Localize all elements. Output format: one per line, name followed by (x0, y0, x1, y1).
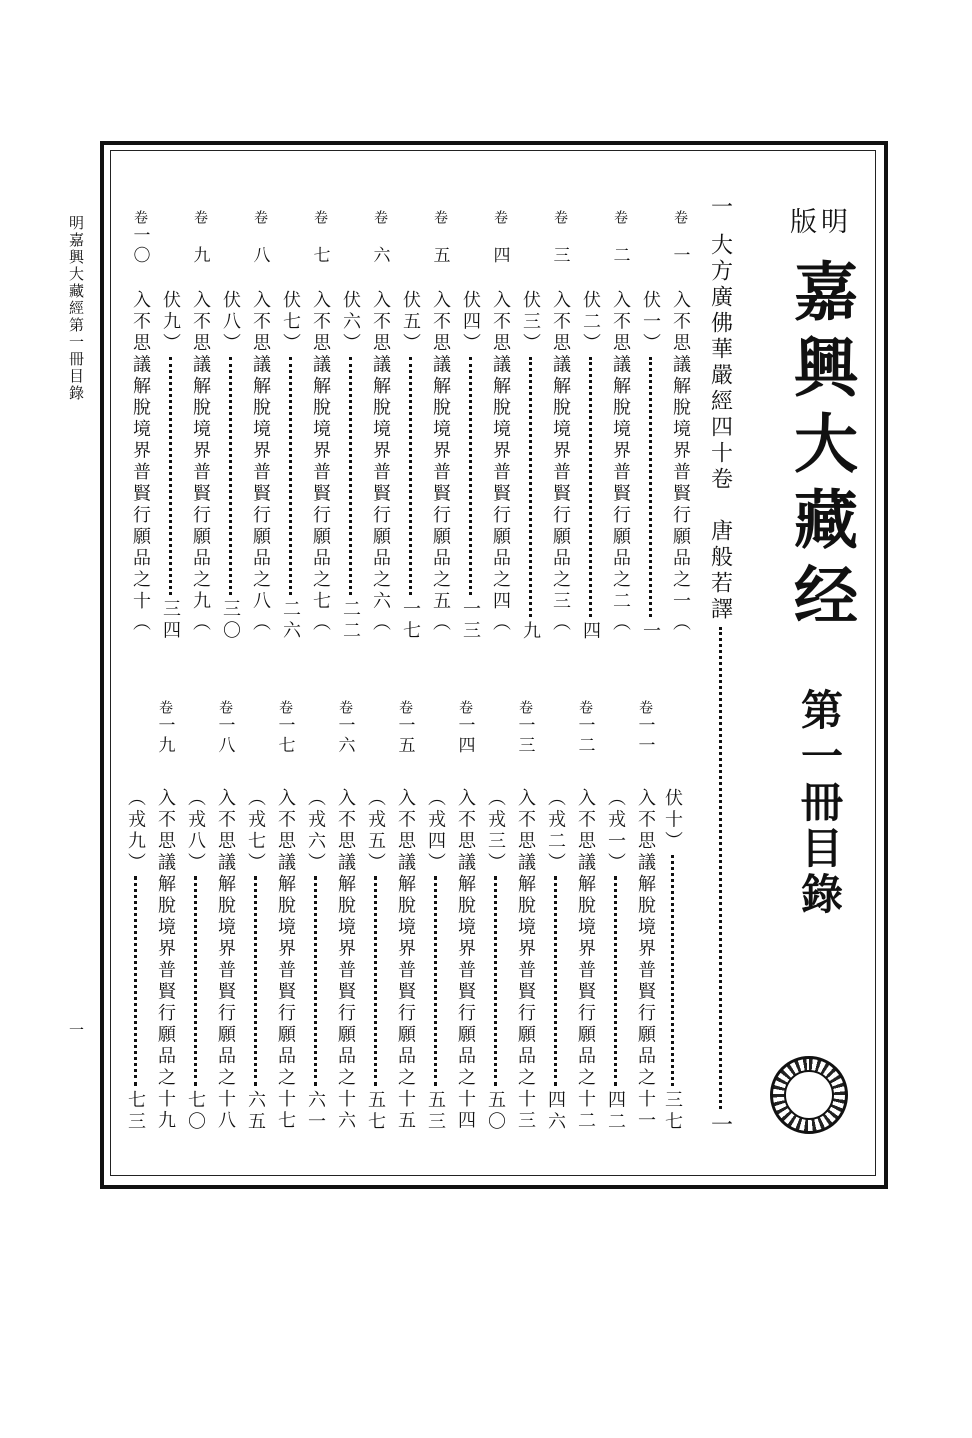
volume-label (489, 210, 511, 266)
volume-label-prefix: 卷 (252, 210, 268, 224)
entry-page-number: 五七 (365, 1090, 386, 1133)
entry-page: 一 (707, 1113, 733, 1135)
collection-title: 嘉興大藏经 (783, 258, 858, 638)
volume-label-prefix: 卷 (132, 210, 148, 224)
dot-leader (289, 357, 292, 596)
volume-number: 一四 (454, 716, 475, 756)
volume-number: 一八 (214, 716, 235, 756)
dot-leader (494, 876, 497, 1086)
entry-title-text: 入不思議解脫境界普賢行願品之三（ (550, 290, 571, 634)
toc-entry-page-line[interactable] (219, 290, 241, 642)
edition-label: 版明 (790, 207, 852, 238)
toc-entry-page-line[interactable] (364, 788, 386, 1133)
entry-title-text: 入不思議解脫境界普賢行願品之十一 (635, 788, 656, 1132)
toc-entry-page-line[interactable] (304, 788, 326, 1133)
entry-page-number: 五三 (425, 1090, 446, 1133)
volume-label (574, 700, 596, 756)
toc-entry-title[interactable] (394, 788, 416, 1133)
dot-leader (134, 876, 137, 1086)
entry-page-number: 九 (520, 620, 541, 642)
volume-number: 七 (309, 246, 330, 266)
volume-label-prefix: 卷 (192, 210, 208, 224)
entry-continuation: 伏一） (640, 290, 661, 355)
volume-number: 六 (369, 246, 390, 266)
entry-continuation: （戎一） (605, 788, 626, 874)
volume-label (634, 700, 656, 756)
toc-entry-title[interactable] (634, 788, 656, 1133)
entry-continuation: 伏二） (580, 290, 601, 355)
toc-entry-title[interactable] (189, 290, 211, 642)
volume-label (369, 210, 391, 266)
toc-entry-title[interactable] (249, 290, 271, 642)
dot-leader (469, 357, 472, 596)
volume-label-prefix: 卷 (217, 700, 233, 714)
volume-label (129, 210, 151, 266)
dot-leader (374, 876, 377, 1086)
toc-entry-page-line[interactable] (339, 290, 361, 642)
entry-continuation: （戎七） (245, 788, 266, 874)
toc-entry-page-line[interactable] (519, 290, 541, 642)
volume-label-prefix: 卷 (157, 700, 173, 714)
volume-label-prefix: 卷 (432, 210, 448, 224)
toc-entry-title[interactable] (514, 788, 536, 1133)
toc-entry-title[interactable] (454, 788, 476, 1133)
dot-leader (229, 357, 232, 596)
volume-title: 第一冊目錄 (795, 688, 844, 918)
entry-title-text: 入不思議解脫境界普賢行願品之九（ (190, 290, 211, 634)
volume-number: 一七 (274, 716, 295, 756)
entry-title-text: 入不思議解脫境界普賢行願品之十四 (455, 788, 476, 1132)
volume-label-prefix: 卷 (577, 700, 593, 714)
dot-leader (314, 876, 317, 1086)
entry-continuation: （戎九） (125, 788, 146, 874)
toc-entry-title[interactable] (429, 290, 451, 642)
toc-entry-page-line[interactable] (459, 290, 481, 642)
volume-label (429, 210, 451, 266)
toc-entry-title[interactable] (154, 788, 176, 1133)
toc-entry-title[interactable] (214, 788, 236, 1133)
volume-label-prefix: 卷 (372, 210, 388, 224)
toc-entry-page-line[interactable] (184, 788, 206, 1133)
volume-number: 九 (189, 246, 210, 266)
volume-number: 八 (249, 246, 270, 266)
volume-label (189, 210, 211, 266)
toc-entry-page-line[interactable] (544, 788, 566, 1133)
toc-entry-title[interactable] (334, 788, 356, 1133)
entry-continuation: （戎四） (425, 788, 446, 874)
volume-number: 四 (489, 246, 510, 266)
volume-label-prefix: 卷 (397, 700, 413, 714)
volume-label-prefix: 卷 (672, 210, 688, 224)
toc-entry-page-line[interactable] (279, 290, 301, 642)
entry-page-number: 一七 (400, 599, 421, 642)
volume-label-prefix: 卷 (457, 700, 473, 714)
entry-title-text: 入不思議解脫境界普賢行願品之八（ (250, 290, 271, 634)
toc-entry-title[interactable] (129, 290, 151, 642)
volume-label-prefix: 卷 (337, 700, 353, 714)
volume-number: 一一 (634, 716, 655, 756)
entry-page-number: 六一 (305, 1090, 326, 1133)
dot-leader (434, 876, 437, 1086)
dot-leader (169, 357, 172, 596)
toc-entry-title[interactable] (309, 290, 331, 642)
toc-entry-title[interactable] (574, 788, 596, 1133)
toc-entry-page-line[interactable] (661, 788, 683, 1133)
dot-leader (719, 627, 722, 1109)
entry-title: 大方廣佛華嚴經四十卷 唐般若譯 (707, 233, 733, 623)
dot-leader (649, 357, 652, 617)
entry-continuation: 伏十） (662, 788, 683, 853)
volume-label (309, 210, 331, 266)
volume-label (154, 700, 176, 756)
toc-entry-page-line[interactable] (124, 788, 146, 1133)
volume-number: 一 (669, 246, 690, 266)
volume-label (669, 210, 691, 266)
entry-page-number: 一三 (460, 599, 481, 642)
volume-label-prefix: 卷 (637, 700, 653, 714)
dot-leader (349, 357, 352, 596)
volume-label-prefix: 卷 (312, 210, 328, 224)
entry-title-text: 入不思議解脫境界普賢行願品之一（ (670, 290, 691, 634)
dot-leader (671, 855, 674, 1087)
entry-continuation: 伏八） (220, 290, 241, 355)
volume-label (514, 700, 536, 756)
volume-label (609, 210, 631, 266)
toc-entry-title[interactable] (669, 290, 691, 642)
toc-entry-page-line[interactable] (244, 788, 266, 1133)
volume-number: 一九 (154, 716, 175, 756)
volume-label-prefix: 卷 (277, 700, 293, 714)
entry-continuation: （戎二） (545, 788, 566, 874)
entry-continuation: 伏三） (520, 290, 541, 355)
dot-leader (554, 876, 557, 1086)
volume-number: 一六 (334, 716, 355, 756)
toc-entry-title[interactable] (549, 290, 571, 642)
entry-continuation: （戎三） (485, 788, 506, 874)
entry-title-text: 入不思議解脫境界普賢行願品之五（ (430, 290, 451, 634)
volume-number: 一五 (394, 716, 415, 756)
volume-label (249, 210, 271, 266)
entry-continuation: （戎六） (305, 788, 326, 874)
dot-leader (194, 876, 197, 1086)
volume-number: 二 (609, 246, 630, 266)
dot-leader (254, 876, 257, 1086)
main-entry[interactable] (707, 195, 733, 1135)
volume-label-prefix: 卷 (552, 210, 568, 224)
margin-running-title: 明嘉興大藏經第一冊目錄 (67, 215, 85, 402)
volume-number: 一三 (514, 716, 535, 756)
entry-page-number: 一 (640, 620, 661, 642)
dot-leader (614, 876, 617, 1086)
seal-center (784, 1070, 834, 1120)
volume-number: 一〇 (129, 226, 150, 266)
volume-label (394, 700, 416, 756)
volume-label (454, 700, 476, 756)
toc-entry-page-line[interactable] (579, 290, 601, 642)
volume-label-prefix: 卷 (517, 700, 533, 714)
entry-continuation: 伏四） (460, 290, 481, 355)
toc-entry-title[interactable] (609, 290, 631, 642)
volume-label (549, 210, 571, 266)
publisher-seal-logo (770, 1056, 848, 1134)
toc-entry-title[interactable] (274, 788, 296, 1133)
toc-entry-title[interactable] (369, 290, 391, 642)
toc-entry-page-line[interactable] (159, 290, 181, 642)
entry-page-number: 三四 (160, 599, 181, 642)
entry-title-text: 入不思議解脫境界普賢行願品之十七 (275, 788, 296, 1132)
volume-number: 三 (549, 246, 570, 266)
entry-continuation: 伏六） (340, 290, 361, 355)
entry-continuation: 伏九） (160, 290, 181, 355)
entry-title-text: 入不思議解脫境界普賢行願品之二（ (610, 290, 631, 634)
entry-continuation: （戎八） (185, 788, 206, 874)
entry-page-number: 七〇 (185, 1090, 206, 1133)
toc-entry-page-line[interactable] (484, 788, 506, 1133)
dot-leader (409, 357, 412, 596)
entry-title-text: 入不思議解脫境界普賢行願品之十五 (395, 788, 416, 1132)
entry-title-text: 入不思議解脫境界普賢行願品之六（ (370, 290, 391, 634)
entry-title-text: 入不思議解脫境界普賢行願品之十九 (155, 788, 176, 1132)
toc-entry-title[interactable] (489, 290, 511, 642)
entry-title-text: 入不思議解脫境界普賢行願品之七（ (310, 290, 331, 634)
entry-title-text: 入不思議解脫境界普賢行願品之十六 (335, 788, 356, 1132)
volume-label (274, 700, 296, 756)
dot-leader (529, 357, 532, 617)
toc-entry-page-line[interactable] (639, 290, 661, 642)
entry-page-number: 二六 (280, 599, 301, 642)
dot-leader (589, 357, 592, 617)
entry-page-number: 三〇 (220, 599, 241, 642)
volume-label (334, 700, 356, 756)
entry-page-number: 四六 (545, 1090, 566, 1133)
toc-entry-page-line[interactable] (399, 290, 421, 642)
entry-page-number: 五〇 (485, 1090, 506, 1133)
volume-number: 一二 (574, 716, 595, 756)
entry-title-text: 入不思議解脫境界普賢行願品之十八 (215, 788, 236, 1132)
entry-page-number: 七三 (125, 1090, 146, 1133)
entry-continuation: （戎五） (365, 788, 386, 874)
volume-number: 五 (429, 246, 450, 266)
entry-continuation: 伏五） (400, 290, 421, 355)
entry-title-text: 入不思議解脫境界普賢行願品之四（ (490, 290, 511, 634)
entry-title-text: 入不思議解脫境界普賢行願品之十三 (515, 788, 536, 1132)
entry-number: 一 (707, 195, 733, 217)
volume-label-prefix: 卷 (492, 210, 508, 224)
entry-page-number: 六五 (245, 1090, 266, 1133)
volume-label-prefix: 卷 (612, 210, 628, 224)
entry-title-text: 入不思議解脫境界普賢行願品之十（ (130, 290, 151, 634)
entry-page-number: 四二 (605, 1090, 626, 1133)
entry-page-number: 二二 (340, 599, 361, 642)
entry-page-number: 三七 (662, 1090, 683, 1133)
entry-page-number: 四 (580, 620, 601, 642)
volume-label (214, 700, 236, 756)
entry-title-text: 入不思議解脫境界普賢行願品之十二 (575, 788, 596, 1132)
toc-entry-page-line[interactable] (604, 788, 626, 1133)
margin-page-number: 一 (67, 1022, 85, 1037)
entry-continuation: 伏七） (280, 290, 301, 355)
toc-entry-page-line[interactable] (424, 788, 446, 1133)
